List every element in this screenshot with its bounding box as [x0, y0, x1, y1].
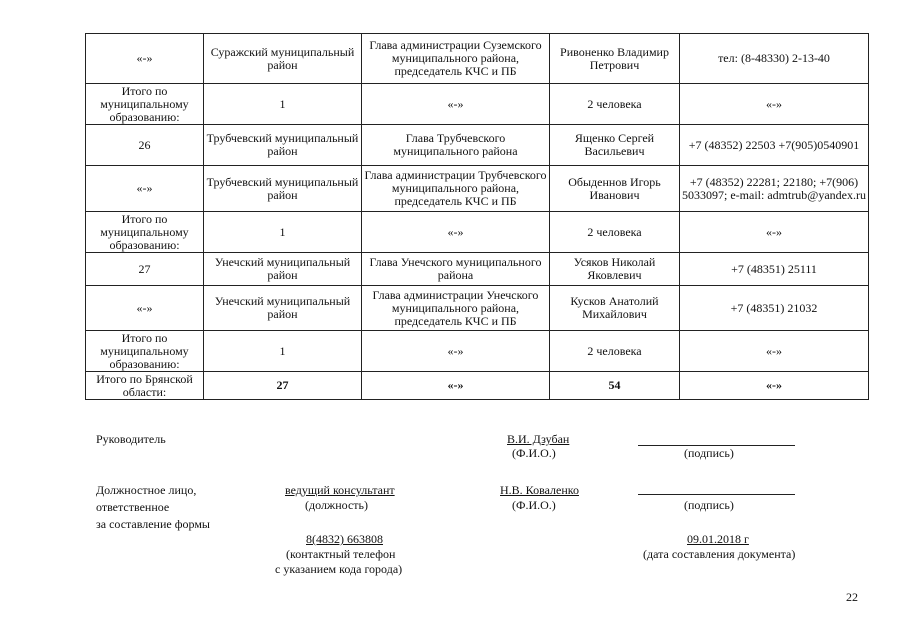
- official-label-2: ответственное: [96, 500, 170, 514]
- position-cell: «-»: [362, 372, 550, 400]
- table-row: [86, 253, 869, 286]
- position-value: ведущий консультант: [285, 483, 395, 497]
- position-cell: «-»: [362, 212, 550, 253]
- head-fio-caption: (Ф.И.О.): [512, 446, 556, 460]
- position-cell: «-»: [362, 331, 550, 372]
- number-cell: Итого по муниципальному образованию:: [86, 212, 204, 253]
- district-cell: 27: [204, 372, 362, 400]
- name-cell: 2 человека: [550, 84, 680, 125]
- total-row: [86, 212, 869, 253]
- official-signature-caption: (подпись): [684, 498, 734, 512]
- total-row: [86, 84, 869, 125]
- contact-cell: «-»: [680, 372, 869, 400]
- contact-cell: тел: (8-48330) 2-13-40: [680, 34, 869, 84]
- name-cell: 2 человека: [550, 212, 680, 253]
- name-cell: Кусков Анатолий Михайлович: [550, 286, 680, 331]
- table-row: [86, 34, 869, 84]
- number-cell: 27: [86, 253, 204, 286]
- official-label-3: за составление формы: [96, 517, 210, 531]
- number-cell: «-»: [86, 34, 204, 84]
- official-fio-caption: (Ф.И.О.): [512, 498, 556, 512]
- head-signature-caption: (подпись): [684, 446, 734, 460]
- position-cell: Глава Трубчевского муниципального района: [362, 125, 550, 166]
- phone-caption-2: с указанием кода города): [275, 562, 403, 576]
- official-label-1: Должностное лицо,: [96, 483, 197, 497]
- district-cell: 1: [204, 84, 362, 125]
- official-signature-line: [638, 494, 795, 495]
- district-cell: Трубчевский муниципальный район: [204, 125, 362, 166]
- phone-value: 8(4832) 663808: [306, 532, 383, 546]
- name-cell: Обыденнов Игорь Иванович: [550, 166, 680, 212]
- district-cell: Суражский муниципальный район: [204, 34, 362, 84]
- district-cell: Унечский муниципальный район: [204, 253, 362, 286]
- number-cell: Итого по муниципальному образованию:: [86, 84, 204, 125]
- contact-cell: +7 (48351) 25111: [680, 253, 869, 286]
- name-cell: 2 человека: [550, 331, 680, 372]
- position-caption: (должность): [305, 498, 368, 512]
- date-value: 09.01.2018 г: [687, 532, 749, 546]
- head-label: Руководитель: [96, 432, 166, 446]
- contact-cell: +7 (48352) 22503 +7(905)0540901: [680, 125, 869, 166]
- number-cell: 26: [86, 125, 204, 166]
- contact-cell: +7 (48351) 21032: [680, 286, 869, 331]
- table-row: [86, 166, 869, 212]
- contact-cell: «-»: [680, 84, 869, 125]
- position-cell: Глава администрации Суземского муниципального района, председатель КЧС и ПБ: [362, 34, 550, 84]
- contacts-table: [85, 33, 869, 400]
- date-caption: (дата составления документа): [643, 547, 796, 561]
- grand-total-row: [86, 372, 869, 400]
- number-cell: Итого по Брянской области:: [86, 372, 204, 400]
- position-cell: Глава Унечского муниципального района: [362, 253, 550, 286]
- phone-caption-1: (контактный телефон: [286, 547, 396, 561]
- name-cell: 54: [550, 372, 680, 400]
- official-name: Н.В. Коваленко: [500, 483, 579, 497]
- district-cell: Трубчевский муниципальный район: [204, 166, 362, 212]
- head-name: В.И. Дзубан: [507, 432, 570, 446]
- contact-cell: +7 (48352) 22281; 22180; +7(906) 5033097; e-mail: admtrub@yandex.ru: [680, 166, 869, 212]
- district-cell: 1: [204, 212, 362, 253]
- name-cell: Усяков Николай Яковлевич: [550, 253, 680, 286]
- total-row: [86, 331, 869, 372]
- position-cell: «-»: [362, 84, 550, 125]
- name-cell: Ривоненко Владимир Петрович: [550, 34, 680, 84]
- position-cell: Глава администрации Трубчевского муниципального района, председатель КЧС и ПБ: [362, 166, 550, 212]
- district-cell: 1: [204, 331, 362, 372]
- page-number: 22: [846, 590, 858, 604]
- number-cell: «-»: [86, 166, 204, 212]
- table-row: [86, 125, 869, 166]
- name-cell: Ященко Сергей Васильевич: [550, 125, 680, 166]
- number-cell: Итого по муниципальному образованию:: [86, 331, 204, 372]
- contact-cell: «-»: [680, 331, 869, 372]
- position-cell: Глава администрации Унечского муниципального района, председатель КЧС и ПБ: [362, 286, 550, 331]
- district-cell: Унечский муниципальный район: [204, 286, 362, 331]
- table-row: [86, 286, 869, 331]
- contact-cell: «-»: [680, 212, 869, 253]
- number-cell: «-»: [86, 286, 204, 331]
